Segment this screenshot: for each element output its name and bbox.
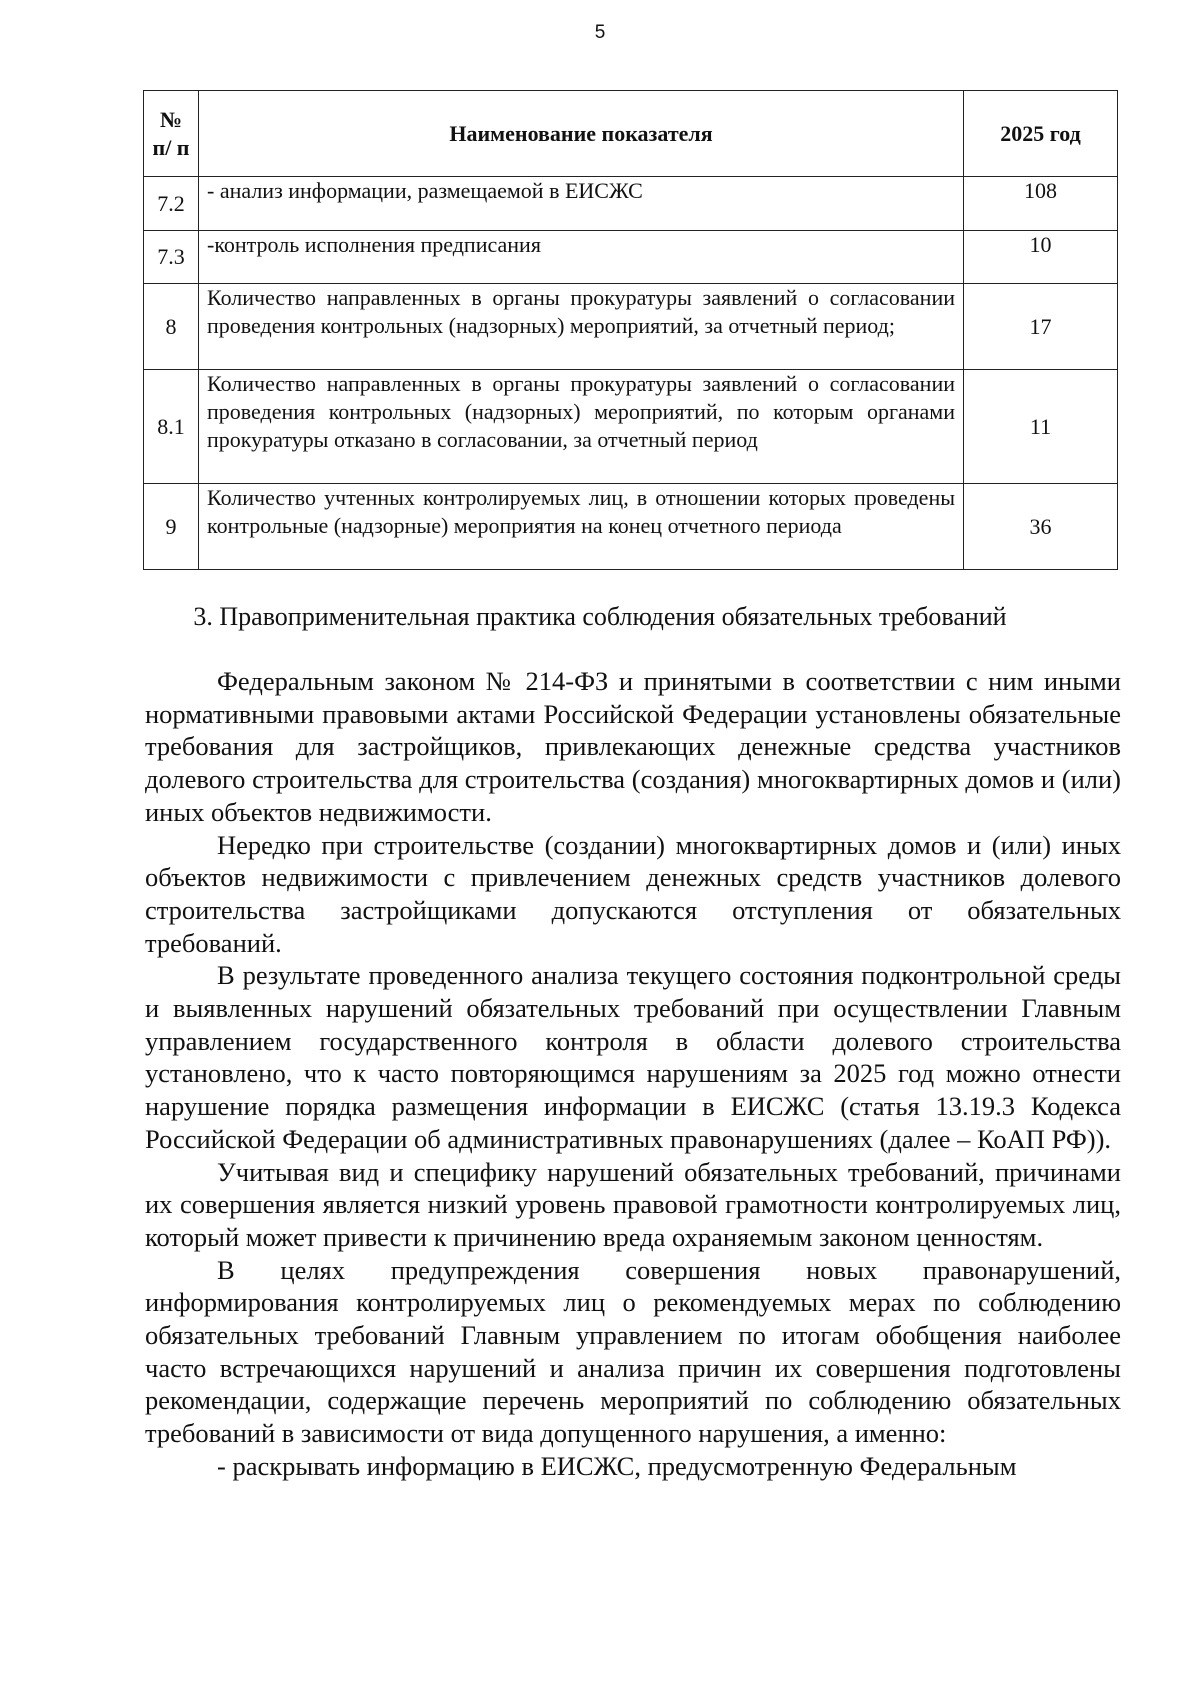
row-indicator-name: Количество направленных в органы прокуратуры заявлений о согласовании проведения контрольных (надзорных) мероприятий, за отчетный период; (199, 284, 964, 370)
row-number: 7.3 (144, 231, 199, 284)
row-number: 7.2 (144, 177, 199, 231)
page-number: 5 (594, 22, 606, 43)
header-indicator-name: Наименование показателя (199, 91, 964, 177)
table-row (144, 284, 1118, 370)
table-header-row (144, 91, 1118, 177)
paragraph: Учитывая вид и специфику нарушений обязательных требований, причинами их совершения является низкий уровень правовой грамотности контролируемых лиц, который может привести к причинению вреда охраняемым законом ценностям. (145, 1156, 1121, 1252)
body-text (145, 665, 1121, 1483)
row-indicator-name: Количество учтенных контролируемых лиц, в отношении которых проведены контрольные (надзорные) мероприятия на конец отчетного периода (199, 484, 964, 570)
row-value: 11 (964, 370, 1118, 484)
header-year: 2025 год (964, 91, 1118, 177)
row-value: 108 (964, 177, 1118, 231)
table-row (144, 231, 1118, 284)
table-row (144, 177, 1118, 231)
row-value: 10 (964, 231, 1118, 284)
indicators-table (143, 90, 1118, 570)
paragraph: - раскрывать информацию в ЕИСЖС, предусмотренную Федеральным (217, 1450, 1017, 1481)
row-number: 8 (144, 284, 199, 370)
table-row (144, 484, 1118, 570)
row-number: 8.1 (144, 370, 199, 484)
row-number: 9 (144, 484, 199, 570)
row-indicator-name: -контроль исполнения предписания (199, 231, 964, 284)
row-value: 17 (964, 284, 1118, 370)
header-number: № п/ п (144, 91, 199, 177)
paragraph: Федеральным законом № 214-ФЗ и принятыми в соответствии с ним иными нормативными правовыми актами Российской Федерации установлены обязательные требования для застройщиков, привлекающих денежные средства участников долевого строительства для строительства (создания) многоквартирных домов и (или) иных объектов недвижимости. (145, 666, 1121, 827)
paragraph: В целях предупреждения совершения новых правонарушений, информирования контролируемых лиц о рекомендуемых мерах по соблюдению обязательных требований Главным управлением по итогам обобщения наиболее часто встречающихся нарушений и анализа причин их совершения подготовлены рекомендации, содержащие перечень мероприятий по соблюдению обязательных требований в зависимости от вида допущенного нарушения, а именно: (145, 1254, 1121, 1449)
section-title: 3. Правоприменительная практика соблюдения обязательных требований (193, 602, 1007, 631)
row-value: 36 (964, 484, 1118, 570)
row-indicator-name: Количество направленных в органы прокуратуры заявлений о согласовании проведения контрольных (надзорных) мероприятий, по которым органами прокуратуры отказано в согласовании, за отчетный период (199, 370, 964, 484)
paragraph: Нередко при строительстве (создании) многоквартирных домов и (или) иных объектов недвижимости с привлечением денежных средств участников долевого строительства застройщиками допускаются отступления от обязательных требований. (145, 829, 1121, 958)
table-row (144, 370, 1118, 484)
paragraph: В результате проведенного анализа текущего состояния подконтрольной среды и выявленных нарушений обязательных требований при осуществлении Главным управлением государственного контроля в области долевого строительства установлено, что к часто повторяющимся нарушениям за 2025 год можно отнести нарушение порядка размещения информации в ЕИСЖС (статья 13.19.3 Кодекса Российской Федерации об административных правонарушениях (далее – КоАП РФ)). (145, 960, 1121, 1154)
row-indicator-name: - анализ информации, размещаемой в ЕИСЖС (199, 177, 964, 231)
